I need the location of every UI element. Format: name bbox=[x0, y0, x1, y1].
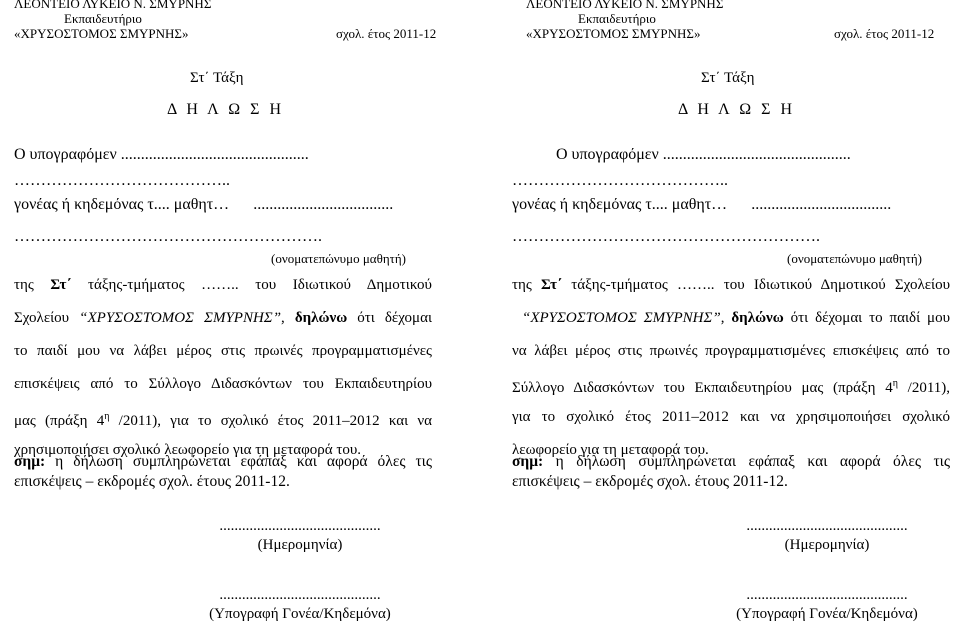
school-header bbox=[526, 0, 960, 41]
decl-line-6: χρησιμοποιήσει σχολικό λεωφορείο για τη μεταφορά του. bbox=[14, 442, 362, 458]
dots-line-2: …………………………………………………. bbox=[14, 228, 322, 245]
school-year: σχολ. έτος 2011-12 bbox=[834, 26, 935, 41]
date-label: (Ημερομηνία) bbox=[257, 537, 343, 553]
date-dots: ........................................... bbox=[219, 518, 381, 534]
school-name: ΛΕΟΝΤΕΙΟ ΛΥΚΕΙΟ Ν. ΣΜΥΡΝΗΣ bbox=[14, 0, 212, 11]
declaration-text bbox=[512, 272, 950, 463]
decl-line-2: “ΧΡΥΣΟΣΤΟΜΟΣ ΣΜΥΡΝΗΣ”, δηλώνω ότι δέχομαι το παιδί μου bbox=[522, 310, 950, 326]
parent-label: γονέας ή κηδεμόνας τ.... μαθητ… bbox=[14, 196, 230, 213]
school-division: Εκπαιδευτήριο bbox=[578, 11, 656, 26]
note bbox=[14, 452, 432, 492]
school-year: σχολ. έτος 2011-12 bbox=[336, 26, 437, 41]
decl-line-2: Σχολείου “ΧΡΥΣΟΣΤΟΜΟΣ ΣΜΥΡΝΗΣ”, δηλώνω ότι δέχομαι bbox=[14, 310, 432, 326]
date-label: (Ημερομηνία) bbox=[784, 537, 870, 553]
page-title: Δ Η Λ Ω Σ Η bbox=[678, 101, 796, 118]
date-block bbox=[175, 518, 425, 554]
page-title: Δ Η Λ Ω Σ Η bbox=[167, 101, 285, 118]
class-label: Στ΄ Τάξη bbox=[701, 70, 755, 86]
parent-label: γονέας ή κηδεμόνας τ.... μαθητ… bbox=[512, 196, 728, 213]
student-name-hint: (ονοματεπώνυμο μαθητή) bbox=[271, 251, 406, 266]
decl-line-4: επισκέψεις από το Σύλλογο Διδασκόντων του Εκπαιδευτηρίου bbox=[14, 376, 432, 392]
dots-line-1: ………………………………….. bbox=[14, 172, 230, 189]
signed-line: Ο υπογραφόμεν ............................................... bbox=[556, 146, 851, 163]
declaration-left bbox=[0, 0, 440, 623]
note bbox=[512, 452, 950, 492]
dots-line-2: …………………………………………………. bbox=[512, 228, 820, 245]
school-brand: «ΧΡΥΣΟΣΤΟΜΟΣ ΣΜΥΡΝΗΣ» bbox=[14, 26, 189, 41]
declaration-text bbox=[14, 272, 432, 463]
signature-dots: ........................................... bbox=[219, 587, 381, 603]
note-label: σημ: bbox=[14, 453, 46, 470]
decl-line-1: της Στ΄ τάξης-τμήματος …….. του Ιδιωτικού Δημοτικού bbox=[14, 277, 432, 293]
decl-line-3: να λάβει μέρος στις πρωινές προγραμματισμένες επισκέψεις από το bbox=[512, 343, 950, 359]
signature-label: (Υπογραφή Γονέα/Κηδεμόνα) bbox=[736, 606, 918, 622]
student-name-hint: (ονοματεπώνυμο μαθητή) bbox=[787, 251, 922, 266]
date-dots: ........................................... bbox=[746, 518, 908, 534]
parent-dots: ................................... bbox=[751, 196, 892, 213]
parent-dots: ................................... bbox=[253, 196, 394, 213]
decl-line-1: της Στ΄ τάξης-τμήματος …….. του Ιδιωτικού Δημοτικού Σχολείου bbox=[512, 277, 950, 293]
school-name: ΛΕΟΝΤΕΙΟ ΛΥΚΕΙΟ Ν. ΣΜΥΡΝΗΣ bbox=[526, 0, 724, 11]
note-label: σημ: bbox=[512, 453, 544, 470]
decl-line-5: για το σχολικό έτος 2011–2012 και να χρησιμοποιήσει σχολικό bbox=[512, 409, 950, 425]
signed-line: Ο υπογραφόμεν ............................................... bbox=[14, 146, 309, 163]
note-text: η δήλωση συμπληρώνεται εφάπαξ και αφορά όλες τις επισκέψεις – εκδρομές σχολ. έτους 2011-12. bbox=[512, 453, 950, 490]
signature-label: (Υπογραφή Γονέα/Κηδεμόνα) bbox=[209, 606, 391, 622]
dots-line-1: ………………………………….. bbox=[512, 172, 728, 189]
note-text: η δήλωση συμπληρώνεται εφάπαξ και αφορά όλες τις επισκέψεις – εκδρομές σχολ. έτους 2011-12. bbox=[14, 453, 432, 490]
decl-line-6: λεωφορείο για τη μεταφορά του. bbox=[512, 442, 709, 458]
decl-line-3: το παιδί μου να λάβει μέρος στις πρωινές προγραμματισμένες bbox=[14, 343, 432, 359]
class-label: Στ΄ Τάξη bbox=[190, 70, 244, 86]
date-block bbox=[702, 518, 952, 554]
decl-line-5: μας (πράξη $4^\eta$ /2011), για το σχολικό έτος 2011–2012 και να bbox=[14, 411, 432, 429]
parent-line bbox=[512, 196, 891, 214]
signature-block bbox=[175, 587, 425, 623]
parent-line bbox=[14, 196, 393, 214]
school-division: Εκπαιδευτήριο bbox=[64, 11, 142, 26]
declaration-right bbox=[512, 0, 952, 623]
school-brand: «ΧΡΥΣΟΣΤΟΜΟΣ ΣΜΥΡΝΗΣ» bbox=[526, 26, 701, 41]
signature-dots: ........................................... bbox=[746, 587, 908, 603]
school-header bbox=[14, 0, 454, 41]
signature-block bbox=[702, 587, 952, 623]
decl-line-4: Σύλλογο Διδασκόντων του Εκπαιδευτηρίου μας (πράξη $4^\eta$ /2011), bbox=[512, 378, 951, 396]
